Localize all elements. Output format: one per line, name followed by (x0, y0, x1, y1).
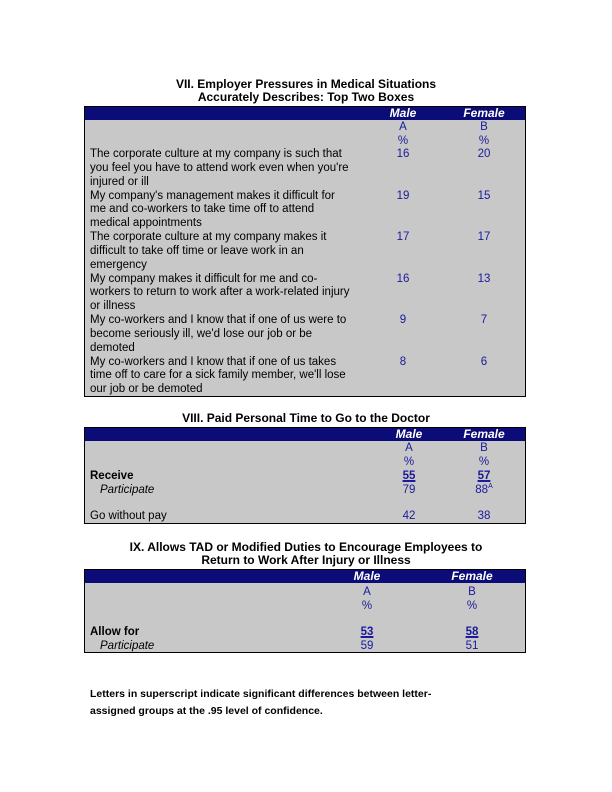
section7-male-value: 16 (396, 272, 410, 285)
section8-participate-female (444, 484, 524, 498)
section7-statement-line: time off to care for a sick family member, we'll lose (90, 369, 346, 382)
section7-statement-row (85, 231, 525, 273)
section7-statement-line: injured or ill (90, 175, 149, 188)
footnote-line2: assigned groups at the .95 level of confidence. (90, 705, 323, 717)
section8-title: VIII. Paid Personal Time to Go to the Doctor (182, 411, 430, 425)
section7-statement-line: become seriously ill, we'd lose our job or be (90, 327, 313, 340)
section7-statement-line: difficult to take off time or leave work in an (90, 244, 304, 257)
section7-header (85, 107, 525, 120)
section9-table (84, 569, 526, 653)
footnote (90, 686, 530, 720)
section7-statement-line: you feel you have to attend work even when you're (90, 161, 349, 174)
section7-statement-line: demoted (90, 341, 135, 354)
section7-letters-row (85, 120, 525, 148)
section9-allow-label: Allow for (90, 626, 140, 638)
section8-participate-label: Participate (100, 484, 155, 496)
section7-statement-line: medical appointments (90, 217, 202, 230)
section8-receive-label: Receive (90, 470, 134, 482)
section7-statement-line: emergency (90, 258, 147, 271)
section9-pct-female: % (466, 600, 478, 612)
section8-gowithout-label: Go without pay (90, 510, 167, 522)
section7-male-value: 9 (399, 314, 407, 326)
section9-allow-male: 53 (360, 626, 374, 638)
section7-statement-line: The corporate culture at my company is such that (90, 148, 342, 160)
section8-pct-female: % (478, 456, 490, 468)
section9-participate-label: Participate (100, 640, 155, 652)
section9-header (85, 570, 525, 583)
section7-male-value: 8 (399, 355, 407, 368)
section7-letter-b: B (480, 121, 488, 133)
section7-female-value: 20 (477, 148, 491, 160)
section8-gowithout-male: 42 (402, 510, 416, 522)
section7-col-female: Female (463, 106, 505, 120)
section9-title-line1: IX. Allows TAD or Modified Duties to Encourage Employees to (129, 540, 483, 554)
section9-body (85, 583, 525, 653)
section7-rows (85, 148, 525, 397)
section7-pct-female: % (478, 135, 490, 147)
section7-table (84, 106, 526, 397)
section7-col-male: Male (389, 106, 417, 120)
section9-participate-male: 59 (360, 640, 374, 652)
section9-letter-a: A (363, 586, 371, 598)
section7-female-value: 13 (477, 272, 491, 285)
section7-female-value: 6 (480, 355, 488, 368)
section7-female-value: 7 (480, 314, 488, 326)
section9-letter-b: B (468, 586, 476, 598)
section8-participate-female-value: 88 (475, 484, 489, 496)
section7-letter-a: A (399, 121, 407, 133)
section8-pct-male: % (403, 456, 415, 468)
section8-receive-male: 55 (402, 470, 416, 482)
section9-title-line2: Return to Work After Injury or Illness (201, 553, 411, 567)
footnote-line1: Letters in superscript indicate significant differences between letter- (90, 688, 432, 700)
section7-statement-row (85, 356, 525, 398)
section7-title (84, 78, 528, 104)
section7-male-value: 17 (396, 231, 410, 243)
section7-statement-line: me and co-workers to take time off to attend (90, 203, 315, 216)
section7-statement-row (85, 148, 525, 190)
section8-significance-superscript: A (488, 483, 493, 491)
section8-participate-male: 79 (402, 484, 416, 496)
section7-statement-line: or illness (90, 300, 136, 313)
section7-statement-line: My co-workers and I know that if one of us were to (90, 314, 347, 326)
section7-statement-line: our job or be demoted (90, 383, 203, 396)
section7-statement-line: My company's management makes it difficult for (90, 189, 335, 202)
section8-letter-a: A (405, 442, 413, 454)
section7-statement-row (85, 314, 525, 356)
section9-col-female: Female (451, 569, 493, 583)
section7-title-line2: Accurately Describes: Top Two Boxes (197, 90, 415, 104)
section7-statement-line: My company makes it difficult for me and co- (90, 272, 318, 285)
section7-statement-row (85, 273, 525, 315)
section8-receive-female: 57 (477, 470, 491, 482)
section7-male-value: 16 (396, 148, 410, 160)
section7-statement-row (85, 190, 525, 232)
section7-female-value: 15 (477, 189, 491, 202)
section7-pct-male: % (397, 135, 409, 147)
section9-participate-female: 51 (465, 640, 479, 652)
section8-letter-b: B (480, 442, 488, 454)
section7-female-value: 17 (477, 231, 491, 243)
section8-gowithout-female: 38 (477, 510, 491, 522)
section7-statement-line: The corporate culture at my company makes it (90, 231, 327, 243)
section7-title-line1: VII. Employer Pressures in Medical Situations (175, 77, 437, 91)
section7-male-value: 19 (396, 189, 410, 202)
section9-title (84, 541, 528, 567)
section9-allow-female: 58 (465, 626, 479, 638)
section8-table (84, 427, 526, 524)
section8-col-female: Female (463, 427, 505, 441)
section9-col-male: Male (353, 569, 381, 583)
section7-statement-line: My co-workers and I know that if one of us takes (90, 355, 337, 368)
section8-col-male: Male (395, 427, 423, 441)
section8-body (85, 441, 525, 523)
section8-header (85, 428, 525, 441)
section7-statement-line: workers to return to work after a work-related injury (90, 286, 350, 299)
section9-pct-male: % (361, 600, 373, 612)
